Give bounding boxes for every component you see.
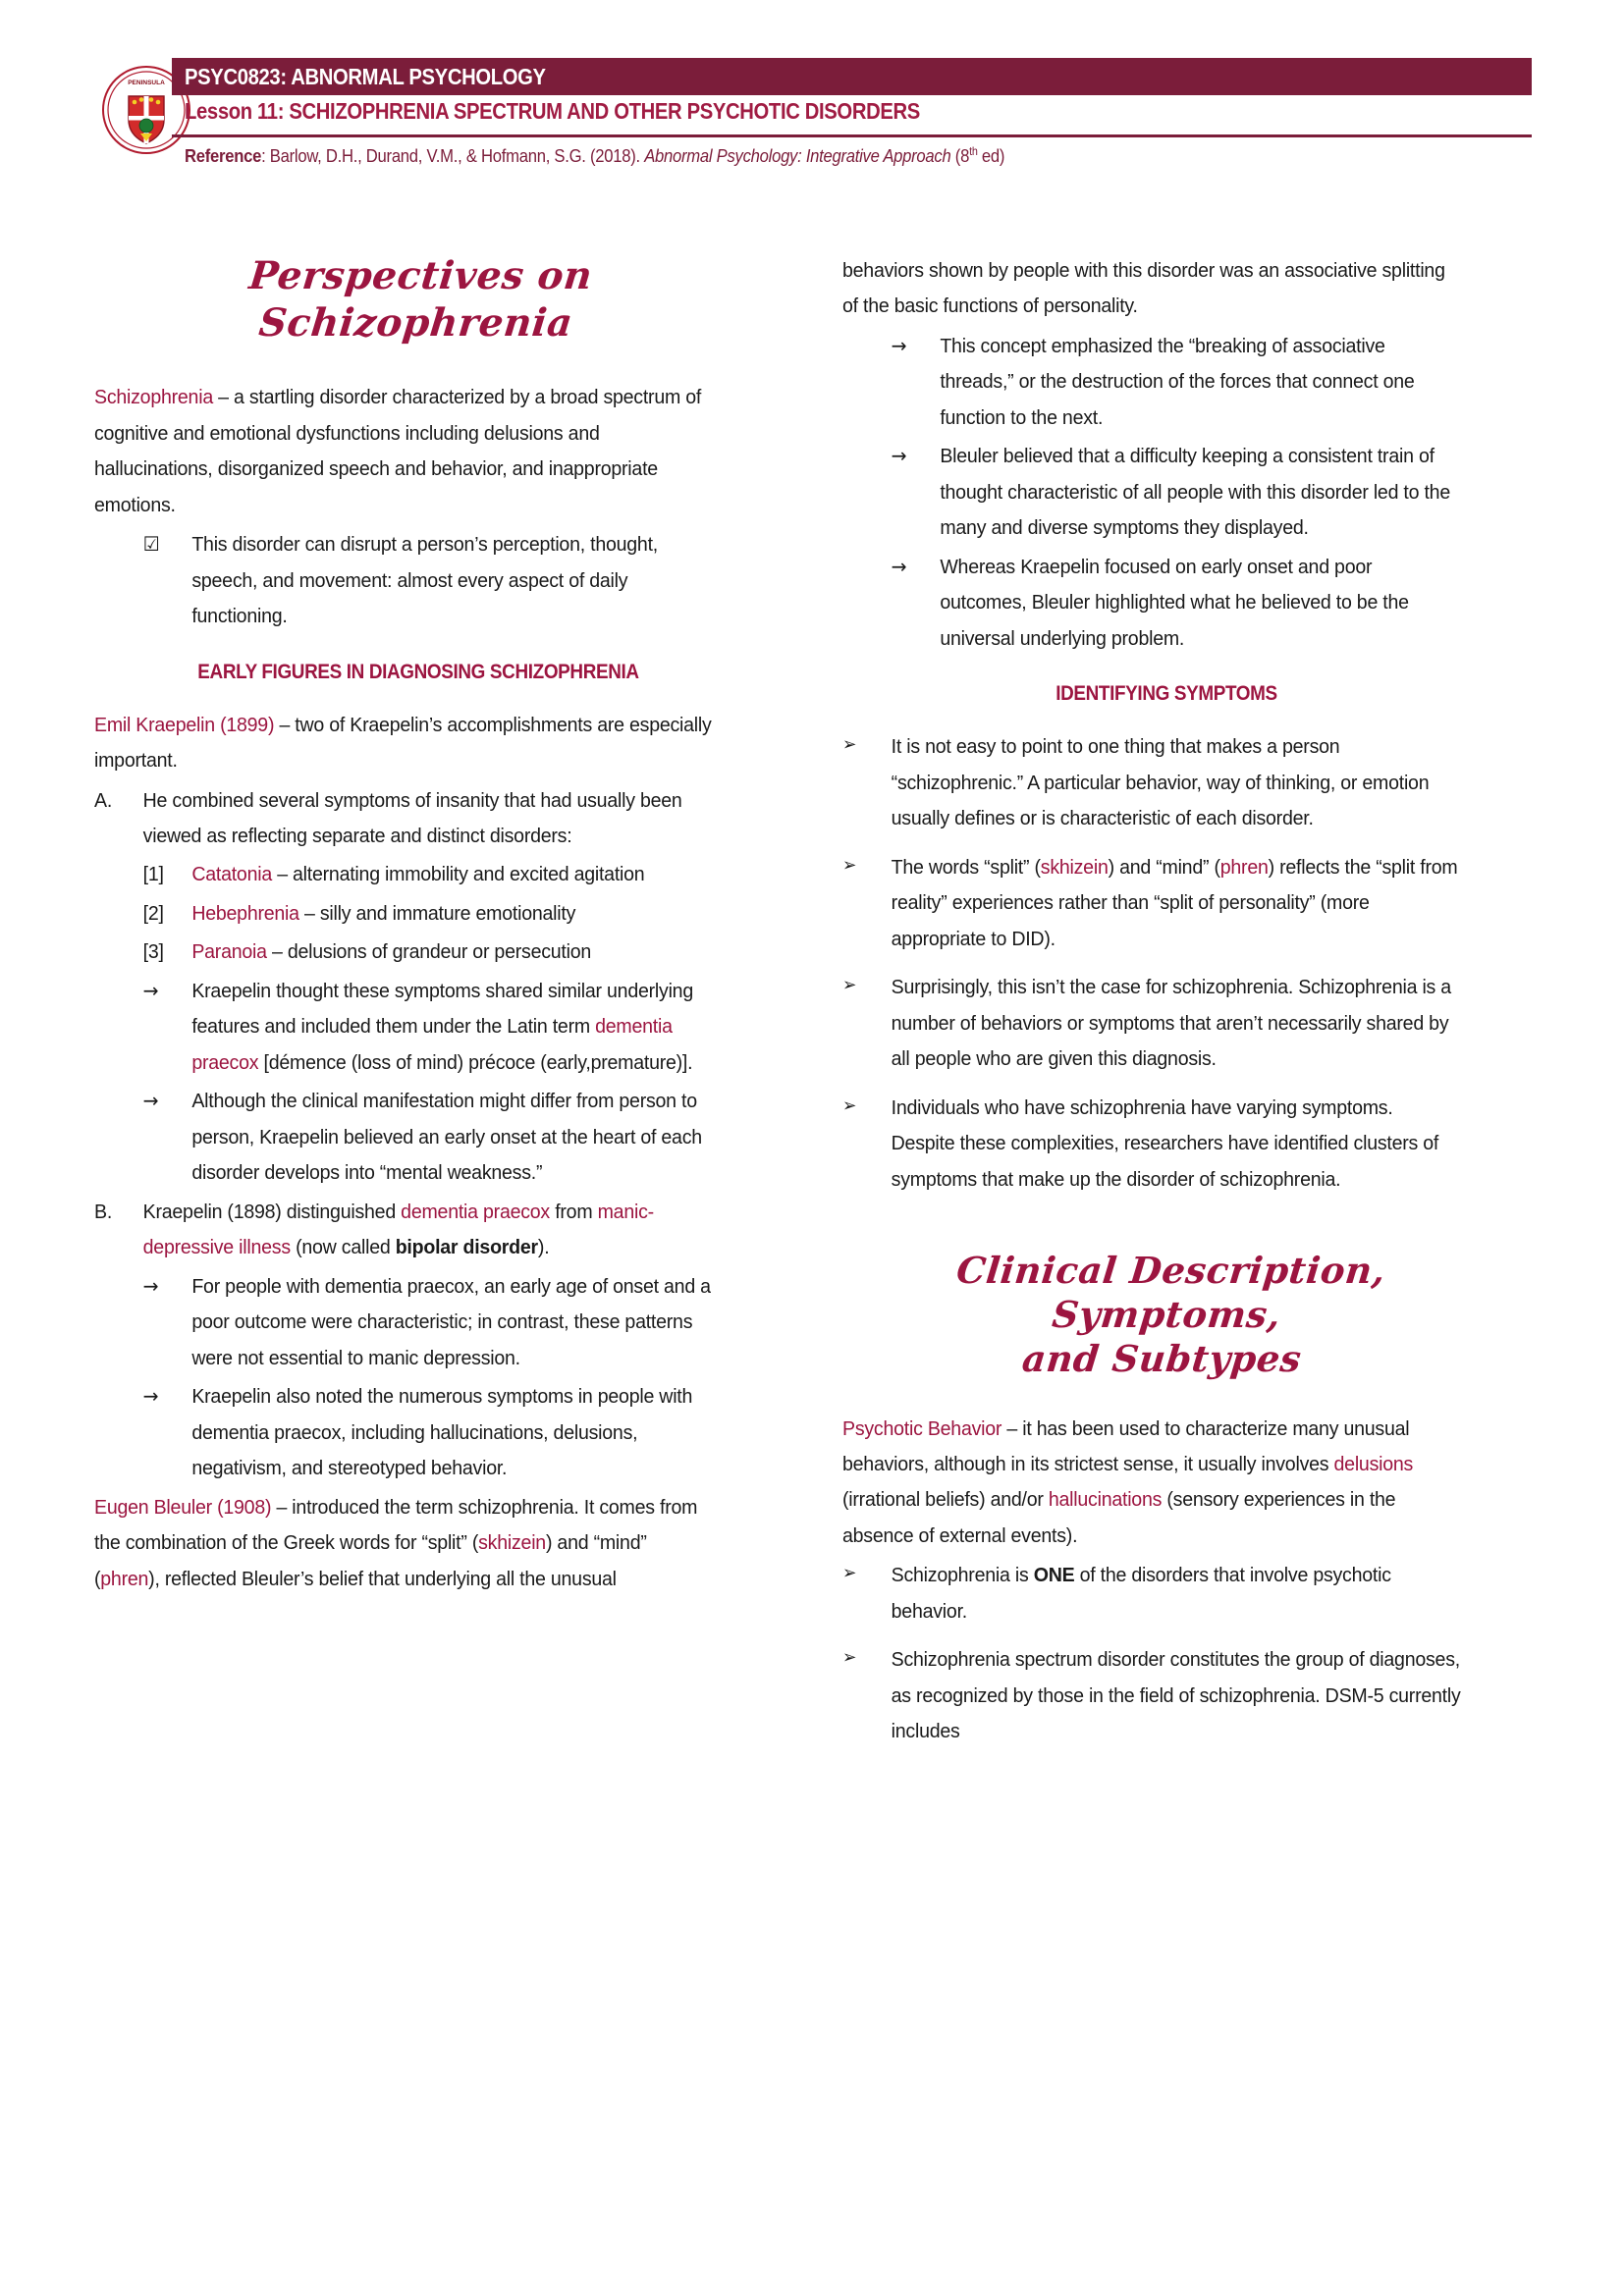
section-heading-early-figures: EARLY FIGURES IN DIAGNOSING SCHIZOPHRENIA <box>197 660 639 683</box>
arrow-text-pre: Kraepelin thought these symptoms shared similar underlying features and included them under the Latin term <box>191 979 693 1039</box>
emphasis-one: ONE <box>1033 1564 1075 1587</box>
reference-edition-post: ed) <box>977 145 1005 167</box>
left-column-title: Perspectives on Schizophrenia <box>246 253 595 346</box>
term-hebephrenia: Hebephrenia <box>191 901 299 925</box>
lesson-title-text: Lesson 11: SCHIZOPHRENIA SPECTRUM AND OTHER PSYCHOTIC DISORDERS <box>185 98 920 124</box>
bullet-text-post: ) reflects the “split from reality” experiences rather than “split of personality” (more appropriate to DID). <box>891 855 1458 950</box>
term-skhizein: skhizein <box>478 1531 546 1555</box>
header-divider <box>172 134 1532 137</box>
list-item-text <box>191 934 713 970</box>
item-b-post: (now called <box>290 1236 396 1259</box>
hebephrenia-description: – silly and immature emotionality <box>298 901 576 925</box>
kraepelin-lead-paragraph <box>94 708 713 779</box>
item-b-pre: Kraepelin (1898) distinguished <box>142 1200 402 1223</box>
list-item-text: This disorder can disrupt a person’s perception, thought, speech, and movement: almost every aspect of daily functioning. <box>191 533 658 628</box>
list-item-text <box>143 1195 714 1266</box>
bleuler-mid: ) and “mind” ( <box>94 1531 647 1590</box>
term-manic-depressive-illness: manic-depressive illness <box>142 1200 654 1259</box>
list-item <box>842 850 1461 957</box>
list-item-text: Kraepelin also noted the numerous symptoms in people with dementia praecox, including hallucinations, delusions, negativism, and stereotyped behavior. <box>191 1385 693 1480</box>
triangle-bullet-icon: ➢ <box>842 734 857 756</box>
list-item-text: Individuals who have schizophrenia have varying symptoms. Despite these complexities, researchers have identified clusters of symptoms that make up the disorder of schizophrenia. <box>891 1095 1439 1191</box>
term-emil-kraepelin: Emil Kraepelin (1899) <box>94 713 275 736</box>
psychotic-behavior-paragraph <box>842 1412 1461 1555</box>
list-marker-2: [2] <box>142 901 164 925</box>
list-item <box>842 439 1461 546</box>
list-item-text <box>191 857 713 892</box>
spacer <box>842 840 1490 850</box>
list-item-text: He combined several symptoms of insanity that had usually been viewed as reflecting separate and distinct disorders: <box>142 788 682 847</box>
list-item-text <box>191 896 713 932</box>
list-item-text: It is not easy to point to one thing that makes a person “schizophrenic.” A particular behavior, way of thinking, or emotion usually defines or is characteristic of each disorder. <box>891 735 1430 830</box>
term-phren: phren <box>1219 855 1269 879</box>
right-column-title <box>836 1249 1497 1381</box>
arrow-right-icon: → <box>891 554 907 578</box>
term-hallucinations: hallucinations <box>1048 1488 1163 1512</box>
schizophrenia-definition-paragraph <box>94 380 713 523</box>
item-b-end: ). <box>537 1236 550 1259</box>
continuation-paragraph: behaviors shown by people with this disorder was an associative splitting of the basic functions of personality. <box>842 259 1445 318</box>
psychotic-post: (sensory experiences in the absence of external events). <box>842 1488 1396 1547</box>
list-item-text: Surprisingly, this isn’t the case for schizophrenia. Schizophrenia is a number of behaviors or symptoms that aren’t necessarily shared by all people who are given this diagnosis. <box>891 976 1451 1071</box>
term-paranoia: Paranoia <box>191 940 267 964</box>
arrow-text-post: [démence (loss of mind) précoce (early,premature)]. <box>258 1050 693 1074</box>
arrow-right-icon: → <box>142 1384 159 1409</box>
list-item <box>94 527 713 634</box>
bleuler-pre: – introduced the term schizophrenia. It comes from the combination of the Greek words for “split” ( <box>94 1495 698 1555</box>
list-item <box>94 896 713 932</box>
list-item-text: Bleuler believed that a difficulty keeping a consistent train of thought characteristic of all people with this disorder led to the many and diverse symptoms they displayed. <box>940 445 1450 540</box>
list-marker-a: A. <box>94 788 113 812</box>
right-column <box>842 253 1490 1753</box>
spacer <box>842 1632 1490 1642</box>
bleuler-paragraph <box>94 1490 713 1597</box>
kraepelin-lead-text: – two of Kraepelin’s accomplishments are especially important. <box>94 713 712 773</box>
term-delusions: delusions <box>1333 1453 1414 1475</box>
list-item-text: Schizophrenia spectrum disorder constitutes the group of diagnoses, as recognized by those in the field of schizophrenia. DSM-5 currently includes <box>891 1648 1461 1743</box>
list-item <box>842 729 1461 836</box>
checkbox-icon: ☑ <box>142 532 160 557</box>
list-item <box>94 1195 713 1266</box>
bullet-text-mid: ) and “mind” ( <box>1108 855 1220 879</box>
list-item <box>94 934 713 970</box>
list-item <box>842 329 1461 436</box>
reference-edition-pre: (8 <box>950 145 970 167</box>
reference-line <box>185 144 1413 167</box>
item-b-mid: from <box>549 1200 598 1223</box>
term-schizophrenia: Schizophrenia <box>94 386 213 409</box>
list-item-text <box>892 850 1462 957</box>
schizophrenia-definition-text: – a startling disorder characterized by a broad spectrum of cognitive and emotional dysfunctions including delusions and hallucinations, disorganized speech and behavior, and inappropriate emotions. <box>94 386 702 516</box>
list-item <box>842 970 1461 1077</box>
list-item <box>842 550 1461 657</box>
triangle-bullet-icon: ➢ <box>842 1095 857 1116</box>
term-skhizein: skhizein <box>1040 855 1109 879</box>
psychotic-mid: (irrational beliefs) and/or <box>842 1488 1049 1512</box>
list-item-text <box>892 1558 1462 1629</box>
list-item <box>94 857 713 892</box>
psychotic-pre: – it has been used to characterize many unusual behaviors, although in its strictest sense, it usually involves <box>842 1416 1410 1475</box>
list-marker-3: [3] <box>142 940 164 964</box>
term-psychotic-behavior: Psychotic Behavior <box>842 1416 1002 1440</box>
arrow-right-icon: → <box>891 444 907 468</box>
right-column-title-line2: and Subtypes <box>1020 1337 1304 1381</box>
bleuler-post: ), reflected Bleuler’s belief that underlying all the unusual <box>148 1567 617 1590</box>
left-column <box>94 253 742 1601</box>
triangle-bullet-icon: ➢ <box>842 1563 857 1584</box>
term-eugen-bleuler: Eugen Bleuler (1908) <box>94 1495 272 1519</box>
catatonia-description: – alternating immobility and excited agitation <box>271 863 645 886</box>
arrow-right-icon: → <box>142 1089 159 1113</box>
list-item <box>842 1558 1461 1629</box>
list-marker-1: [1] <box>142 863 164 886</box>
reference-book-title: Abnormal Psychology: Integrative Approach <box>644 145 951 167</box>
final-bullet-post: of the disorders that involve psychotic behavior. <box>891 1564 1391 1623</box>
list-item <box>94 974 713 1081</box>
term-catatonia: Catatonia <box>191 863 272 886</box>
course-code-text: PSYC0823: ABNORMAL PSYCHOLOGY <box>185 64 546 89</box>
list-item-text <box>191 974 713 1081</box>
list-item <box>94 1084 713 1191</box>
triangle-bullet-icon: ➢ <box>842 975 857 996</box>
list-item-text: This concept emphasized the “breaking of associative threads,” or the destruction of the forces that connect one function to the next. <box>940 334 1415 429</box>
list-item-text: For people with dementia praecox, an early age of onset and a poor outcome were characteristic; in contrast, these patterns were not essential to manic depression. <box>191 1274 711 1369</box>
term-phren: phren <box>100 1567 149 1590</box>
final-bullet-pre: Schizophrenia is <box>891 1564 1034 1587</box>
reference-edition-ordinal: th <box>969 144 978 158</box>
list-marker-b: B. <box>94 1200 113 1223</box>
list-item <box>842 1091 1461 1198</box>
section-heading-identifying-symptoms: IDENTIFYING SYMPTOMS <box>1056 682 1277 706</box>
list-item <box>94 1269 713 1376</box>
arrow-right-icon: → <box>142 1273 159 1298</box>
spacer <box>842 960 1490 970</box>
term-dementia-praecox: dementia praecox <box>401 1200 550 1223</box>
list-item-text: Whereas Kraepelin focused on early onset and poor outcomes, Bleuler highlighted what he believed to be the universal underlying problem. <box>940 555 1409 650</box>
right-column-title-line1: Clinical Description, Symptoms, <box>954 1249 1388 1337</box>
paranoia-description: – delusions of grandeur or persecution <box>266 940 592 964</box>
course-code-banner <box>172 58 1532 95</box>
triangle-bullet-icon: ➢ <box>842 1647 857 1669</box>
reference-label: Reference <box>185 145 262 167</box>
list-item <box>842 1642 1461 1749</box>
bullet-text-pre: The words “split” ( <box>891 855 1041 879</box>
term-bipolar-disorder: bipolar disorder <box>395 1236 538 1259</box>
spacer <box>842 1081 1490 1091</box>
svg-text:PENINSULA: PENINSULA <box>128 80 165 86</box>
term-dementia-praecox: dementia praecox <box>191 1015 673 1074</box>
arrow-right-icon: → <box>142 978 159 1002</box>
page-header <box>0 0 1624 231</box>
triangle-bullet-icon: ➢ <box>842 854 857 876</box>
list-item <box>94 783 713 855</box>
reference-authors: : Barlow, D.H., Durand, V.M., & Hofmann, S.G. (2018). <box>261 145 645 167</box>
list-item-text: Although the clinical manifestation might differ from person to person, Kraepelin believed an early onset at the heart of each disorder develops into “mental weakness.” <box>191 1090 702 1185</box>
list-item <box>94 1379 713 1486</box>
arrow-right-icon: → <box>891 333 907 357</box>
